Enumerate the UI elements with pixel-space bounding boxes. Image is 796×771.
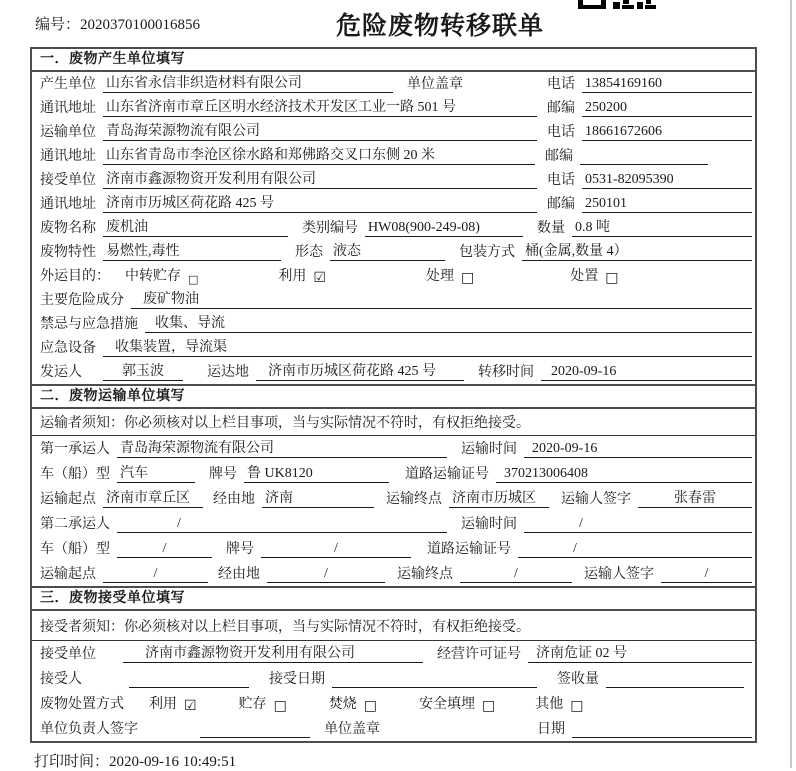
section-producer xyxy=(32,49,755,384)
page-right-edge xyxy=(790,0,792,768)
taboo-value: 收集、导流 xyxy=(145,315,752,333)
page-title: 危险废物转移联单 xyxy=(336,13,545,40)
equipment-row xyxy=(32,336,755,360)
quantity-value: 0.8 吨 xyxy=(572,219,752,237)
disposal-landfill-checkbox[interactable]: □ xyxy=(482,698,496,714)
address-label: 通讯地址 xyxy=(40,149,96,164)
equipment-label: 应急设备 xyxy=(40,341,96,356)
carrier1-origin-value: 济南市章丘区 xyxy=(103,490,203,508)
carrier2-origin-value: / xyxy=(103,565,208,583)
carrier1-sign-value: 张春雷 xyxy=(638,490,752,508)
producer-value: 山东省永信非织造材料有限公司 xyxy=(103,75,393,93)
transporter-row xyxy=(32,120,755,144)
zip-label: 邮编 xyxy=(547,101,575,116)
carrier1-via-value: 济南 xyxy=(262,490,374,508)
purpose-option-treat-label: 处理 xyxy=(425,269,454,284)
transporter-value: 青岛海荣源物流有限公司 xyxy=(103,123,537,141)
disposal-use-label: 利用 xyxy=(149,697,177,712)
phone-label: 电话 xyxy=(547,173,575,188)
qr-code-fragment-icon xyxy=(577,0,657,10)
date-value xyxy=(572,720,752,738)
serial-value: 2020370100016856 xyxy=(80,17,201,33)
carrier2-vehicle-row xyxy=(32,536,755,561)
accept-date-label: 接受日期 xyxy=(269,672,325,687)
form-value: 液态 xyxy=(330,243,445,261)
section-receiver xyxy=(32,586,755,741)
disposal-other-checkbox[interactable]: □ xyxy=(570,698,584,714)
waste-name-label: 废物名称 xyxy=(40,221,96,236)
producer-label: 产生单位 xyxy=(40,77,96,92)
acceptor-row xyxy=(32,666,755,691)
purpose-row xyxy=(32,264,755,288)
carrier2-value: / xyxy=(117,515,447,533)
received-qty-label: 签收量 xyxy=(557,672,599,687)
destination-value: 济南市历城区荷花路 425 号 xyxy=(256,363,464,381)
phone-label: 电话 xyxy=(547,125,575,140)
category-value: HW08(900-249-08) xyxy=(365,219,523,237)
disposal-store-label: 贮存 xyxy=(238,697,267,712)
receiver-notice: 接受者须知：你必须核对以上栏目事项，当与实际情况不符时，有权拒绝接受。 xyxy=(32,611,755,641)
characteristics-row xyxy=(32,240,755,264)
transporter-zip-value xyxy=(580,147,708,165)
receiver-address-value: 济南市历城区荷花路 425 号 xyxy=(103,195,537,213)
receive-unit-row xyxy=(32,641,755,666)
zip-label: 邮编 xyxy=(547,197,575,212)
purpose-treat-checkbox[interactable]: □ xyxy=(460,270,475,286)
hazard-value: 废矿物油 xyxy=(131,291,752,309)
carrier2-vehicle-value: / xyxy=(117,540,212,558)
phone-label: 电话 xyxy=(547,77,575,92)
transporter-address-row xyxy=(32,144,755,168)
carrier2-end-value: / xyxy=(460,565,572,583)
via-label: 经由地 xyxy=(213,492,255,507)
serial-number-line xyxy=(35,13,200,34)
equipment-value: 收集装置，导流渠 xyxy=(103,339,752,357)
license-label: 经营许可证号 xyxy=(437,647,521,662)
purpose-option-storage-label: 中转贮存 xyxy=(125,269,181,284)
waste-name-value: 废机油 xyxy=(103,219,288,237)
acceptor-label: 接受人 xyxy=(40,672,82,687)
receiver-zip-value: 250101 xyxy=(582,195,752,213)
transporter-label: 运输单位 xyxy=(40,125,96,140)
road-permit-label: 道路运输证号 xyxy=(405,467,489,482)
carrier1-route-row xyxy=(32,486,755,511)
plate-label: 牌号 xyxy=(226,542,254,557)
accept-date-value xyxy=(332,670,537,688)
road-permit-label: 道路运输证号 xyxy=(427,542,511,557)
producer-address-row xyxy=(32,96,755,120)
disposal-other-label: 其他 xyxy=(535,697,564,712)
disposal-label: 废物处置方式 xyxy=(40,697,124,712)
carrier2-label: 第二承运人 xyxy=(40,517,110,532)
category-label: 类别编号 xyxy=(302,221,358,236)
receive-unit-label: 接受单位 xyxy=(40,647,96,662)
carrier1-label: 第一承运人 xyxy=(40,442,110,457)
head-sign-value xyxy=(200,720,310,738)
acceptor-value xyxy=(129,670,249,688)
form-label: 形态 xyxy=(295,245,323,260)
producer-phone-value: 13854169160 xyxy=(582,75,752,93)
endpoint-label: 运输终点 xyxy=(386,492,442,507)
hazard-label: 主要危险成分 xyxy=(40,293,124,308)
purpose-option-use-label: 利用 xyxy=(278,269,307,284)
receiver-phone-value: 0531-82095390 xyxy=(582,171,752,189)
address-label: 通讯地址 xyxy=(40,197,96,212)
carrier-sign-label: 运输人签字 xyxy=(561,492,631,507)
seal-label: 单位盖章 xyxy=(407,77,463,92)
vehicle-label: 车（船）型 xyxy=(40,467,110,482)
section3-header: 三．废物接受单位填写 xyxy=(32,588,755,611)
disposal-burn-label: 焚烧 xyxy=(328,697,357,712)
carrier2-permit-value: / xyxy=(518,540,752,558)
characteristics-label: 废物特性 xyxy=(40,245,96,260)
destination-label: 运达地 xyxy=(207,365,249,380)
carrier2-plate-value: / xyxy=(261,540,411,558)
head-sign-row xyxy=(32,716,755,741)
purpose-use-checkbox[interactable]: ☑ xyxy=(313,270,326,286)
packing-label: 包装方式 xyxy=(459,245,515,260)
transport-time-label: 运输时间 xyxy=(461,442,517,457)
producer-zip-value: 250200 xyxy=(582,99,752,117)
receiver-row xyxy=(32,168,755,192)
hazard-row xyxy=(32,288,755,312)
serial-label: 编号： xyxy=(35,17,81,33)
carrier2-time-value: / xyxy=(524,515,752,533)
quantity-label: 数量 xyxy=(537,221,565,236)
transporter-phone-value: 18661672606 xyxy=(582,123,752,141)
manifest-table xyxy=(30,47,757,743)
taboo-label: 禁忌与应急措施 xyxy=(40,317,138,332)
purpose-dispose-checkbox[interactable]: □ xyxy=(605,270,619,286)
receiver-address-row xyxy=(32,192,755,216)
carrier2-route-row xyxy=(32,561,755,586)
consignor-row xyxy=(32,360,755,384)
date-label: 日期 xyxy=(537,722,565,737)
carrier2-row xyxy=(32,511,755,536)
vehicle-label: 车（船）型 xyxy=(40,542,110,557)
license-value: 济南危证 02 号 xyxy=(528,645,752,663)
transfer-time-value: 2020-09-16 xyxy=(541,363,752,381)
waste-name-row xyxy=(32,216,755,240)
carrier1-vehicle-value: 汽车 xyxy=(117,465,195,483)
transporter-notice: 运输者须知：你必须核对以上栏目事项，当与实际情况不符时，有权拒绝接受。 xyxy=(32,409,755,436)
plate-label: 牌号 xyxy=(209,467,237,482)
consignor-label: 发运人 xyxy=(40,365,82,380)
section-transporter xyxy=(32,384,755,586)
receiver-value: 济南市鑫源物资开发利用有限公司 xyxy=(103,171,537,189)
producer-address-value: 山东省济南市章丘区明水经济技术开发区工业一路 501 号 xyxy=(103,99,537,117)
disposal-store-checkbox[interactable]: □ xyxy=(273,698,287,714)
receiver-label: 接受单位 xyxy=(40,173,96,188)
carrier1-row xyxy=(32,436,755,461)
disposal-use-checkbox[interactable]: ☑ xyxy=(184,698,197,714)
received-qty-value xyxy=(606,670,744,688)
transporter-address-value: 山东省青岛市李沧区徐水路和郑佛路交叉口东侧 20 米 xyxy=(103,147,535,165)
endpoint-label: 运输终点 xyxy=(397,567,453,582)
carrier-sign-label: 运输人签字 xyxy=(584,567,654,582)
carrier2-sign-value: / xyxy=(661,565,752,583)
carrier1-permit-value: 370213006408 xyxy=(496,465,752,483)
carrier2-via-value: / xyxy=(267,565,385,583)
disposal-row xyxy=(32,691,755,716)
characteristics-value: 易燃性,毒性 xyxy=(103,243,281,261)
origin-label: 运输起点 xyxy=(40,492,96,507)
transport-time-label: 运输时间 xyxy=(461,517,517,532)
carrier1-end-value: 济南市历城区 xyxy=(449,490,549,508)
taboo-row xyxy=(32,312,755,336)
section1-header: 一．废物产生单位填写 xyxy=(32,49,755,72)
carrier1-time-value: 2020-09-16 xyxy=(524,440,752,458)
purpose-label: 外运目的： xyxy=(40,269,110,284)
disposal-burn-checkbox[interactable]: □ xyxy=(363,698,378,714)
address-label: 通讯地址 xyxy=(40,101,96,116)
disposal-landfill-label: 安全填埋 xyxy=(419,697,476,712)
print-time-label: 打印时间： xyxy=(34,754,110,770)
producer-row xyxy=(32,72,755,96)
consignor-value: 郭玉波 xyxy=(103,363,183,381)
via-label: 经由地 xyxy=(218,567,260,582)
seal-label: 单位盖章 xyxy=(324,722,380,737)
packing-value: 桶(金属,数量 4） xyxy=(522,243,752,261)
transfer-time-label: 转移时间 xyxy=(478,365,534,380)
section2-header: 二．废物运输单位填写 xyxy=(32,386,755,409)
print-time-value: 2020-09-16 10:49:51 xyxy=(109,754,237,770)
receive-unit-value: 济南市鑫源物资开发利用有限公司 xyxy=(123,645,423,663)
carrier1-vehicle-row xyxy=(32,461,755,486)
purpose-option-dispose-label: 处置 xyxy=(570,269,599,284)
head-sign-label: 单位负责人签字 xyxy=(40,722,138,737)
carrier1-plate-value: 鲁 UK8120 xyxy=(244,465,389,483)
origin-label: 运输起点 xyxy=(40,567,96,582)
zip-label: 邮编 xyxy=(545,149,573,164)
purpose-storage-checkbox[interactable]: □ xyxy=(188,273,199,286)
carrier1-value: 青岛海荣源物流有限公司 xyxy=(117,440,447,458)
